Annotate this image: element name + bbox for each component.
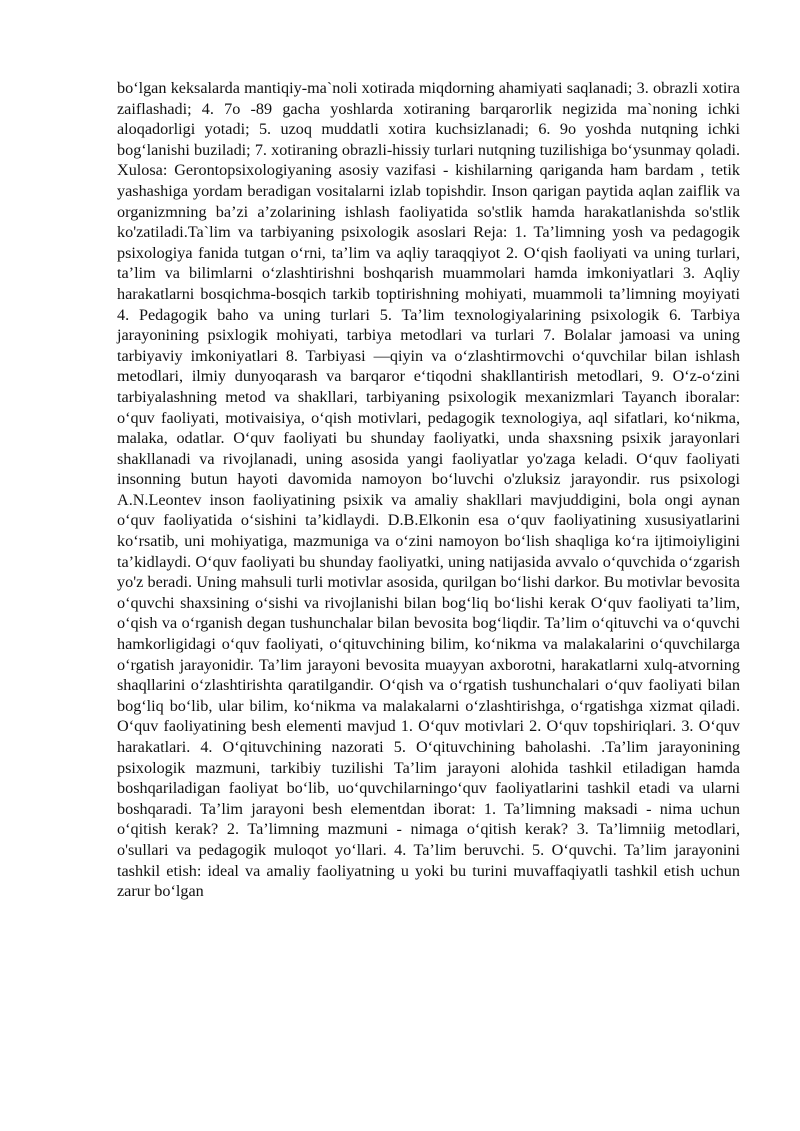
body-text-block — [117, 78, 740, 902]
body-paragraph: bo‘lgan keksalarda mantiqiy-ma`noli xotirada miqdorning ahamiyati saqlanadi; 3. obrazli xotira zaiflashadi; 4. 7o -89 gacha yoshlarda xotiraning barqarorlik negizida ma`noning ichki aloqadorligi yotadi; 5. uzoq muddatli xotira kuchsizlanadi; 6. 9o yoshda nutqning ichki bog‘lanishi buziladi; 7. xotiraning obrazli-hissiy turlari nutqning tuzilishiga bo‘ysunmay qoladi. Xulosa: Gerontopsixologiyaning asosiy vazifasi - kishilarning qariganda ham bardam , tetik yashashiga yordam beradigan vositalarni izlab topishdir. Inson qarigan paytida aqlan zaiflik va organizmning ba’zi a’zolarining ishlash faoliyatida so'stlik hamda harakatlanishda so'stlik ko'zatiladi.Ta`lim va tarbiyaning psixologik asoslari Reja: 1. Ta’limning yosh va pedagogik psixologiya fanida tutgan o‘rni, ta’lim va aqliy taraqqiyot 2. O‘qish faoliyati va uning turlari, ta’lim va bilimlarni o‘zlashtirishni boshqarish muammolari hamda imkoniyatlari 3. Aqliy harakatlarni bosqichma-bosqich tarkib toptirishning mohiyati, muammoli ta’limning moyiyati 4. Pedagogik baho va uning turlari 5. Ta’lim texnologiyalarining psixologik 6. Tarbiya jarayonining psixlogik mohiyati, tarbiya metodlari va turlari 7. Bolalar jamoasi va uning tarbiyaviy imkoniyatlari 8. Tarbiyasi —qiyin va o‘zlashtirmovchi o‘quvchilar bilan ishlash metodlari, ilmiy dunyoqarash va barqaror e‘tiqodni shakllantirish metodlari, 9. O‘z-o‘zini tarbiyalashning metod va shakllari, tarbiyaning psixologik mexanizmlari Tayanch iboralar: o‘quv faoliyati, motivaisiya, o‘qish motivlari, pedagogik texnologiya, aql sifatlari, ko‘nikma, malaka, odatlar. O‘quv faoliyati bu shunday faoliyatki, unda shaxsning psixik jarayonlari shakllanadi va rivojlanadi, uning asosida yangi faoliyatlar yo'zaga keladi. O‘quv faoliyati insonning butun hayoti davomida namoyon bo‘luvchi o'zluksiz jarayondir. rus psixologi A.N.Leontev inson faoliyatining psixik va amaliy shakllari mavjuddigini, bola ongi aynan o‘quv faoliyatida o‘sishini ta’kidlaydi. D.B.Elkonin esa o‘quv faoliyatining xususiyatlarini ko‘rsatib, uni mohiyatiga, mazmuniga va o‘zini namoyon bo‘lish shaqliga ko‘ra ijtimoiyligini ta’kidlaydi. O‘quv faoliyati bu shunday faoliyatki, uning natijasida avvalo o‘quvchida o‘zgarish yo'z beradi. Uning mahsuli turli motivlar asosida, qurilgan bo‘lishi darkor. Bu motivlar bevosita o‘quvchi shaxsining o‘sishi va rivojlanishi bilan bog‘liq bo‘lishi kerak O‘quv faoliyati ta’lim, o‘qish va o‘rganish degan tushunchalar bilan bevosita bog‘liqdir. Ta’lim o‘qituvchi va o‘quvchi hamkorligidagi o‘quv faoliyati, o‘qituvchining bilim, ko‘nikma va malakalarini o‘quvchilarga o‘rgatish jarayonidir. Ta’lim jarayoni bevosita muayyan axborotni, harakatlarni xulq-atvorning shaqllarini o‘zlashtirishta qaratilgandir. O‘qish va o‘rgatish tushunchalari o‘quv faoliyati bilan bog‘liq bo‘lib, ular bilim, ko‘nikma va malakalarni o‘zlashtirishga, o‘rgatishga xizmat qiladi. O‘quv faoliyatining besh elementi mavjud 1. O‘quv motivlari 2. O‘quv topshiriqlari. 3. O‘quv harakatlari. 4. O‘qituvchining nazorati 5. O‘qituvchining baholashi. .Ta’lim jarayonining psixologik mazmuni, tarkibiy tuzilishi Ta’lim jarayoni alohida tashkil etiladigan hamda boshqariladigan faoliyat bo‘lib, uo‘quvchilarningo‘quv faoliyatlarini tashkil etadi va ularni boshqaradi. Ta’lim jarayoni besh elementdan iborat: 1. Ta’limning maksadi - nima uchun o‘qitish kerak? 2. Ta’limning mazmuni - nimaga o‘qitish kerak? 3. Ta’limniig metodlari, o'sullari va pedagogik muloqot yo‘llari. 4. Ta’lim beruvchi. 5. O‘quvchi. Ta’lim jarayonini tashkil etish: ideal va amaliy faoliyatning u yoki bu turini muvaffaqiyatli tashkil etish uchun zarur bo‘lgan — [117, 79, 740, 901]
